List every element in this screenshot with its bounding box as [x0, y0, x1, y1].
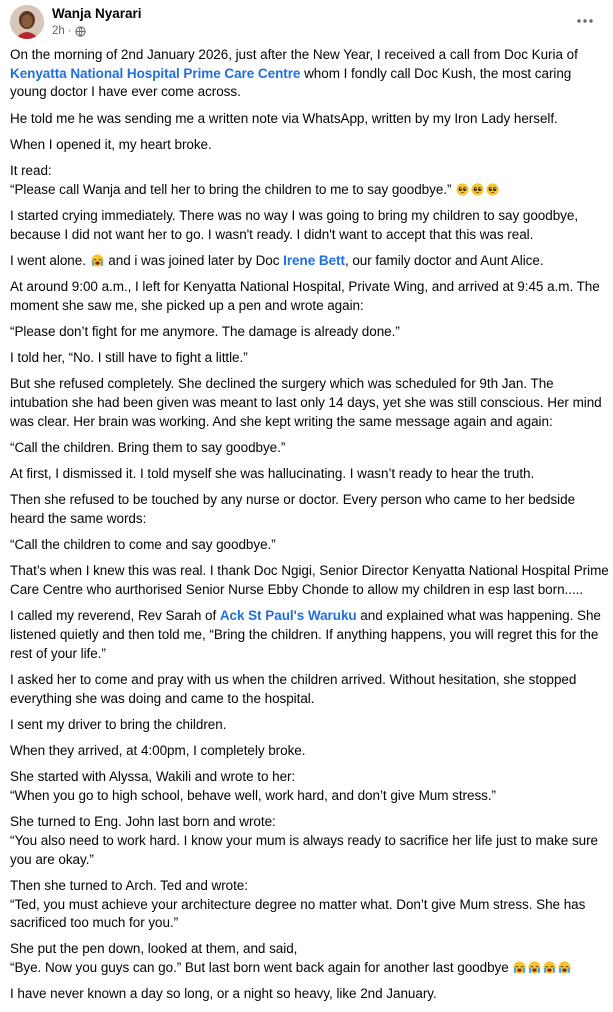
paragraph: [10, 607, 610, 663]
paragraph-text: , our family doctor and Aunt Alice.: [344, 252, 544, 268]
paragraph-text: She turned to Eng. John last born and wrote:: [10, 814, 276, 830]
paragraph-text: and i was joined later by Doc: [104, 252, 284, 268]
paragraph-text: She started with Alyssa, Wakili and wrote to her:: [10, 769, 296, 785]
loudly-crying-face-icon: [91, 254, 104, 267]
paragraph: [10, 252, 610, 271]
paragraph: I asked her to come and pray with us when the children arrived. Without hesitation, she stopped everything she was doing and came to the hospital.: [10, 671, 577, 706]
author-name[interactable]: Wanja Nyarari: [52, 6, 142, 21]
post-meta: [52, 24, 86, 38]
paragraph: But she refused completely. She declined the surgery which was scheduled for 9th Jan. The intubation she had been given was meant to last only 14 days, yet she was still conscious. Her mind was clear. Her brain was working. And she kept writing the same message again and again:: [10, 376, 602, 429]
paragraph: [10, 46, 610, 102]
post-time[interactable]: 2h: [52, 25, 65, 37]
profile-link-irene-bett[interactable]: Irene Bett: [283, 252, 345, 268]
paragraph-text: and explained what was happening. She listened quietly and then told me, “Bring the children. If anything happens, you will regret this for the rest of your life.”: [10, 608, 601, 661]
paragraph: “Please don’t fight for me anymore. The damage is already done.”: [10, 323, 400, 339]
loudly-crying-face-icon: [513, 961, 526, 974]
paragraph: I started crying immediately. There was no way I was going to bring my children to say goodbye, because I did not want her to go. I wasn't ready. I didn't want to accept that this was real.: [10, 207, 579, 242]
paragraph: I told her, “No. I still have to fight a little.”: [10, 350, 248, 366]
globe-icon[interactable]: [75, 26, 86, 37]
quote-text: “Please call Wanja and tell her to bring the children to me to say goodbye.”: [10, 181, 452, 197]
paragraph-text: I went alone.: [10, 252, 86, 268]
page-link-kenyatta[interactable]: Kenyatta National Hospital Prime Care Centre: [10, 65, 301, 81]
quote-text: “Bye. Now you guys can go.” But last born went back again for another last goodbye: [10, 960, 509, 976]
paragraph: When I opened it, my heart broke.: [10, 136, 212, 152]
paragraph: At first, I dismissed it. I told myself she was hallucinating. I wasn’t ready to hear the truth.: [10, 466, 535, 482]
paragraph-text: It read:: [10, 163, 52, 179]
paragraph: When they arrived, at 4:00pm, I completely broke.: [10, 743, 306, 759]
paragraph: “Call the children to come and say goodbye.”: [10, 537, 276, 553]
pleading-face-icon: [456, 183, 469, 196]
paragraph: Then she refused to be touched by any nurse or doctor. Every person who came to her bedside heard the same words:: [10, 492, 576, 527]
post-header: [0, 0, 613, 42]
paragraph: That’s when I knew this was real. I thank Doc Ngigi, Senior Director Kenyatta National Hospital Prime Care Centre who aurthorised Senior Nurse Ebby Chonde to allow my children in esp last born.....: [10, 563, 609, 598]
page-link-ack-st-pauls[interactable]: Ack St Paul's Waruku: [219, 608, 357, 624]
quote-text: “You also need to work hard. I know your mum is always ready to sacrifice her life just to make sure you are okay.”: [10, 832, 599, 867]
quote-text: “When you go to high school, behave well, work hard, and don’t give Mum stress.”: [10, 788, 496, 803]
paragraph: I sent my driver to bring the children.: [10, 716, 227, 732]
paragraph: [10, 768, 610, 805]
more-options-icon[interactable]: [573, 12, 597, 30]
meta-separator: ·: [67, 25, 72, 37]
loudly-crying-face-icon: [543, 961, 556, 974]
paragraph: “Call the children. Bring them to say goodbye.”: [10, 439, 286, 455]
quote-text: “Ted, you must achieve your architecture degree no matter what. Don’t give Mum stress. She has sacrificed too much for you.”: [10, 896, 586, 931]
paragraph-text: Then she turned to Arch. Ted and wrote:: [10, 877, 248, 893]
paragraph: At around 9:00 a.m., I left for Kenyatta National Hospital, Private Wing, and arrived at 9:45 a.m. The moment she saw me, she picked up a pen and wrote again:: [10, 279, 600, 313]
paragraph-text: On the morning of 2nd January 2026, just after the New Year, I received a call from Doc Kuria of: [10, 47, 578, 62]
paragraph-text: I called my reverend, Rev Sarah of: [10, 608, 220, 624]
paragraph-text: She put the pen down, looked at them, and said,: [10, 941, 298, 957]
loudly-crying-face-icon: [528, 961, 541, 974]
paragraph: [10, 940, 610, 977]
post-body: [10, 46, 610, 1012]
paragraph: I have never known a day so long, or a night so heavy, like 2nd January.: [10, 986, 437, 1002]
paragraph: [10, 877, 610, 933]
pleading-face-icon: [471, 183, 484, 196]
paragraph: [10, 162, 610, 199]
paragraph: [10, 813, 610, 869]
paragraph-text: whom I fondly call Doc Kush, the most caring young doctor I have ever come across.: [10, 65, 572, 100]
pleading-face-icon: [486, 183, 499, 196]
loudly-crying-face-icon: [558, 961, 571, 974]
author-avatar[interactable]: [10, 5, 44, 39]
paragraph: He told me he was sending me a written note via WhatsApp, written by my Iron Lady herself.: [10, 110, 558, 126]
